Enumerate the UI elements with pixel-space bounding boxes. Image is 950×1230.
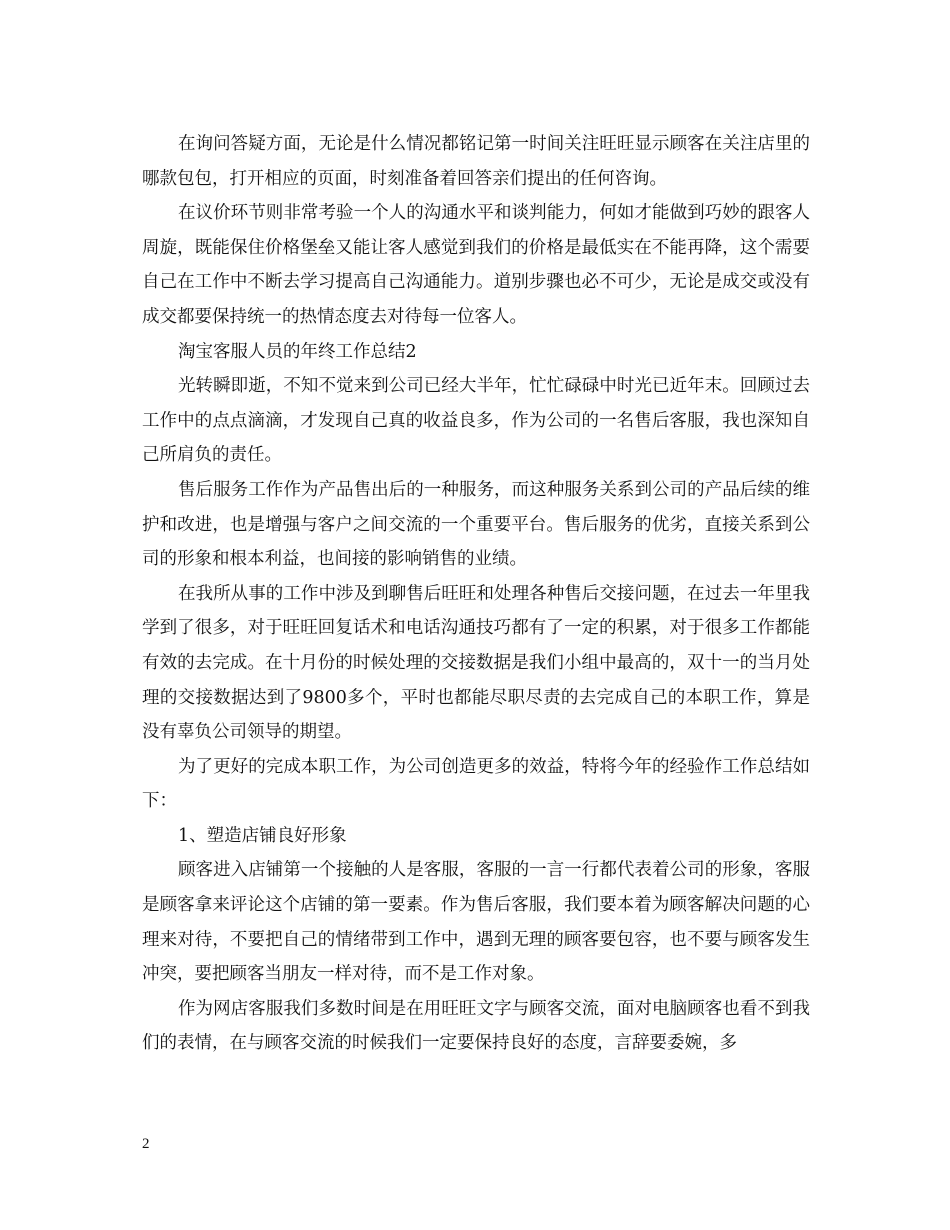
body-text xyxy=(142,127,810,1061)
subheading-store-image: 1、塑造店铺良好形象 xyxy=(178,825,347,846)
paragraph-online-service: 作为网店客服我们多数时间是在用旺旺文字与顾客交流，面对电脑顾客也看不到我们的表情，在与顾客交流的时候我们一定要保持良好的态度，言辞要委婉，多 xyxy=(142,998,810,1054)
paragraph-work-scope: 在我所从事的工作中涉及到聊售后旺旺和处理各种售后交接问题，在过去一年里我学到了很多，对于旺旺回复话术和电话沟通技巧都有了一定的积累，对于很多工作都能有效的去完成。在十月份的时候处理的交接数据是我们小组中最高的，双十一的当月处理的交接数据达到了9800多个，平时也都能尽职尽责的去完成自己的本职工作，算是没有辜负公司领导的期望。 xyxy=(142,583,810,743)
paragraph-inquiry: 在询问答疑方面，无论是什么情况都铭记第一时间关注旺旺显示顾客在关注店里的哪款包包，打开相应的页面，时刻准备着回答亲们提出的任何咨询。 xyxy=(142,134,810,189)
section-heading: 淘宝客服人员的年终工作总结2 xyxy=(178,341,417,362)
paragraph-after-sales: 售后服务工作作为产品售出后的一种服务，而这种服务关系到公司的产品后续的维护和改进，也是增强与客户之间交流的一个重要平台。售后服务的优劣，直接关系到公司的形象和根本利益，也间接的影响销售的业绩。 xyxy=(142,479,810,570)
paragraph-store-image: 顾客进入店铺第一个接触的人是客服，客服的一言一行都代表着公司的形象，客服是顾客拿来评论这个店铺的第一要素。作为售后客服，我们要本着为顾客解决问题的心理来对待，不要把自己的情绪带到工作中，遇到无理的顾客要包容，也不要与顾客发生冲突，要把顾客当朋友一样对待，而不是工作对象。 xyxy=(142,860,810,985)
paragraph-bargaining: 在议价环节则非常考验一个人的沟通水平和谈判能力，何如才能做到巧妙的跟客人周旋，既能保住价格堡垒又能让客人感觉到我们的价格是最低实在不能再降，这个需要自己在工作中不断去学习提高自己沟通能力。道别步骤也必不可少，无论是成交或没有成交都要保持统一的热情态度去对待每一位客人。 xyxy=(142,203,810,327)
paragraph-intro: 光转瞬即逝，不知不觉来到公司已经大半年，忙忙碌碌中时光已近年末。回顾过去工作中的点点滴滴，才发现自己真的收益良多，作为公司的一名售后客服，我也深知自己所肩负的责任。 xyxy=(142,376,810,466)
paragraph-summary-lead: 为了更好的完成本职工作，为公司创造更多的效益，特将今年的经验作工作总结如下： xyxy=(142,756,810,812)
page-number: 2 xyxy=(142,1136,150,1152)
